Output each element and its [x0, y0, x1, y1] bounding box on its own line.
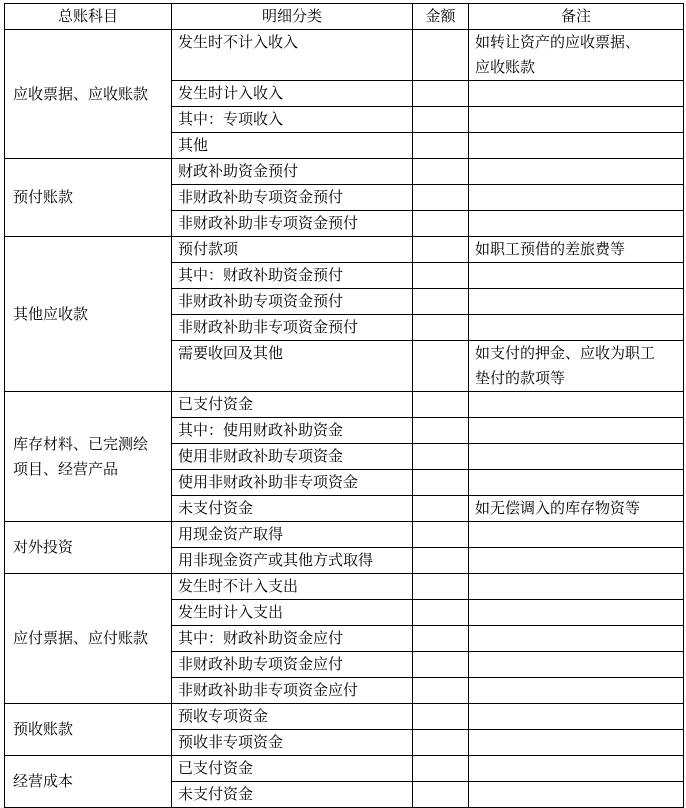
table-row — [5, 756, 684, 782]
table-row — [5, 574, 684, 600]
note-cell — [469, 522, 684, 548]
table-row — [5, 704, 684, 730]
note-cell — [469, 626, 684, 652]
note-text: 垫付的款项等 — [475, 369, 566, 387]
amount-cell — [413, 341, 469, 392]
amount-cell — [413, 574, 469, 600]
table-row — [5, 30, 684, 81]
account-label: 应收票据、应收账款 — [13, 84, 149, 103]
amount-cell — [413, 652, 469, 678]
note-cell — [469, 185, 684, 211]
account-label: 其他应收款 — [13, 304, 89, 323]
note-cell — [469, 678, 684, 704]
detail-cell: 发生时不计入支出 — [172, 574, 413, 600]
amount-cell — [413, 289, 469, 315]
amount-cell — [413, 315, 469, 341]
table-row — [5, 237, 684, 263]
note-cell — [469, 30, 684, 81]
detail-cell: 其中：财政补助资金应付 — [172, 626, 413, 652]
amount-cell — [413, 418, 469, 444]
account-label: 预收账款 — [13, 720, 74, 738]
amount-cell — [413, 626, 469, 652]
detail-cell: 其中：专项收入 — [172, 107, 413, 133]
amount-cell — [413, 548, 469, 574]
account-cell — [5, 30, 172, 159]
amount-cell — [413, 107, 469, 133]
detail-cell: 非财政补助非专项资金预付 — [172, 211, 413, 237]
account-cell — [5, 704, 172, 756]
note-cell — [469, 263, 684, 289]
header-note: 备注 — [469, 4, 684, 30]
amount-cell — [413, 30, 469, 81]
amount-cell — [413, 782, 469, 808]
note-cell — [469, 756, 684, 782]
note-cell — [469, 418, 684, 444]
detail-cell: 预付款项 — [172, 237, 413, 263]
detail-cell: 其中：使用财政补助资金 — [172, 418, 413, 444]
note-text: 如转让资产的应收票据、 — [475, 33, 641, 51]
detail-cell: 预收专项资金 — [172, 704, 413, 730]
table-row — [5, 392, 684, 418]
amount-cell — [413, 600, 469, 626]
account-label: 应付票据、应付账款 — [13, 629, 149, 647]
header-row — [5, 4, 684, 30]
amount-cell — [413, 756, 469, 782]
amount-cell — [413, 81, 469, 107]
table-row — [5, 159, 684, 185]
account-cell — [5, 159, 172, 237]
account-cell — [5, 392, 172, 522]
amount-cell — [413, 704, 469, 730]
account-cell — [5, 237, 172, 392]
account-cell — [5, 522, 172, 574]
note-cell — [469, 107, 684, 133]
account-label: 库存材料、已完测绘 — [13, 434, 149, 453]
note-text: 如支付的押金、应收为职工 — [475, 344, 656, 362]
detail-cell: 发生时计入支出 — [172, 600, 413, 626]
note-cell — [469, 289, 684, 315]
detail-cell: 未支付资金 — [172, 782, 413, 808]
detail-cell: 已支付资金 — [172, 756, 413, 782]
detail-cell: 发生时不计入收入 — [172, 30, 413, 81]
detail-cell: 发生时计入收入 — [172, 81, 413, 107]
detail-cell: 已支付资金 — [172, 392, 413, 418]
note-cell — [469, 341, 684, 392]
note-cell — [469, 392, 684, 418]
header-detail: 明细分类 — [172, 4, 413, 30]
detail-cell: 非财政补助专项资金预付 — [172, 185, 413, 211]
account-label: 对外投资 — [13, 538, 74, 556]
note-cell — [469, 470, 684, 496]
note-text: 应收账款 — [475, 58, 536, 76]
header-amount: 金额 — [413, 4, 469, 30]
amount-cell — [413, 159, 469, 185]
note-cell — [469, 704, 684, 730]
amount-cell — [413, 522, 469, 548]
table-row — [5, 522, 684, 548]
note-cell — [469, 159, 684, 185]
detail-cell: 需要收回及其他 — [172, 341, 413, 392]
note-cell — [469, 574, 684, 600]
account-label: 项目、经营产品 — [13, 459, 119, 478]
detail-cell: 其中：财政补助资金预付 — [172, 263, 413, 289]
amount-cell — [413, 185, 469, 211]
note-text: 如职工预借的差旅费等 — [475, 240, 626, 258]
amount-cell — [413, 730, 469, 756]
detail-cell: 用非现金资产或其他方式取得 — [172, 548, 413, 574]
note-cell — [469, 730, 684, 756]
note-cell — [469, 211, 684, 237]
detail-cell: 其他 — [172, 133, 413, 159]
detail-cell: 非财政补助非专项资金预付 — [172, 315, 413, 341]
detail-cell: 非财政补助专项资金预付 — [172, 289, 413, 315]
amount-cell — [413, 211, 469, 237]
note-cell — [469, 600, 684, 626]
amount-cell — [413, 133, 469, 159]
account-cell — [5, 756, 172, 808]
note-cell — [469, 652, 684, 678]
account-label: 经营成本 — [13, 772, 74, 790]
amount-cell — [413, 496, 469, 522]
detail-cell: 未支付资金 — [172, 496, 413, 522]
note-cell — [469, 237, 684, 263]
note-cell — [469, 81, 684, 107]
amount-cell — [413, 392, 469, 418]
detail-cell: 财政补助资金预付 — [172, 159, 413, 185]
note-text: 如无偿调入的库存物资等 — [475, 499, 641, 517]
amount-cell — [413, 444, 469, 470]
note-cell — [469, 315, 684, 341]
note-cell — [469, 133, 684, 159]
note-cell — [469, 782, 684, 808]
header-account: 总账科目 — [5, 4, 172, 30]
detail-cell: 用现金资产取得 — [172, 522, 413, 548]
detail-cell: 非财政补助专项资金应付 — [172, 652, 413, 678]
detail-cell: 非财政补助非专项资金应付 — [172, 678, 413, 704]
account-cell — [5, 574, 172, 704]
amount-cell — [413, 263, 469, 289]
account-detail-table — [4, 3, 684, 808]
amount-cell — [413, 237, 469, 263]
detail-cell: 预收非专项资金 — [172, 730, 413, 756]
table-body — [5, 30, 684, 808]
note-cell — [469, 548, 684, 574]
amount-cell — [413, 678, 469, 704]
detail-cell: 使用非财政补助专项资金 — [172, 444, 413, 470]
detail-cell: 使用非财政补助非专项资金 — [172, 470, 413, 496]
note-cell — [469, 496, 684, 522]
account-label: 预付账款 — [13, 188, 74, 206]
note-cell — [469, 444, 684, 470]
amount-cell — [413, 470, 469, 496]
